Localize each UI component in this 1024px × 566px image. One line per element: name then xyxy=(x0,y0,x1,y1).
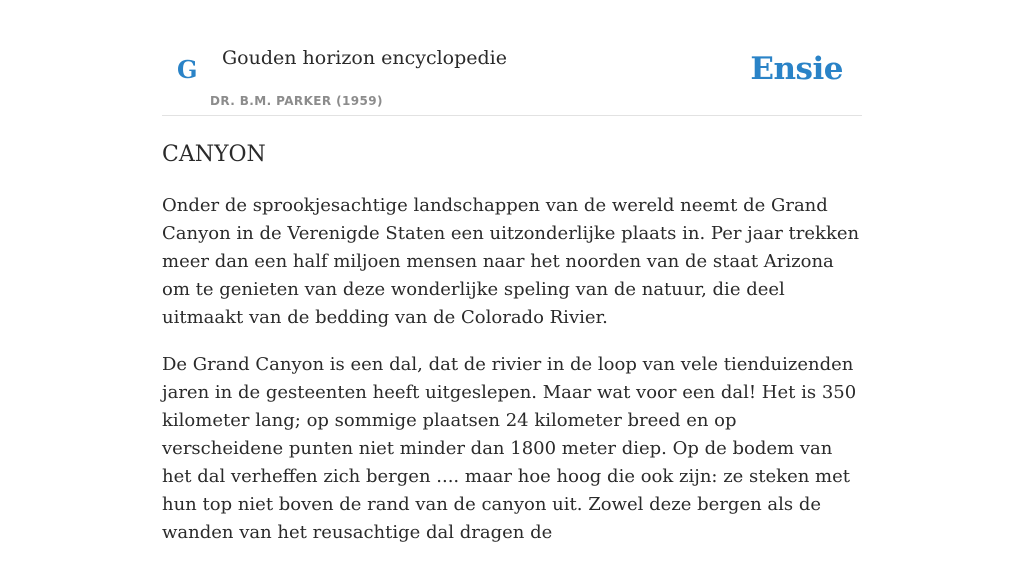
ensie-logo[interactable]: Ensie xyxy=(750,51,843,87)
article-paragraph: De Grand Canyon is een dal, dat de rivier in de loop van vele tienduizenden jaren in de gesteenten heeft uitgeslepen. Maar wat voor een dal! Het is 350 kilometer lang; op sommige plaatsen 24 kilometer breed en op verscheidene punten niet minder dan 1800 meter diep. Op de bodem van het dal verheffen zich bergen .... maar hoe hoog die ook zijn: ze steken met hun top niet boven de rand van de canyon uit. Zowel deze bergen als de wanden van het reusachtige dal dragen de xyxy=(162,354,857,543)
author-label: DR. B.M. PARKER (1959) xyxy=(210,94,383,108)
article-body xyxy=(162,192,862,566)
header xyxy=(162,0,862,116)
page xyxy=(162,0,862,543)
book-logo[interactable]: G xyxy=(177,55,198,84)
article-paragraph: Onder de sprookjesachtige landschappen van de wereld neemt de Grand Canyon in de Verenigde Staten een uitzonderlijke plaats in. Per jaar trekken meer dan een half miljoen mensen naar het noorden van de staat Arizona om te genieten van deze wonderlijke speling van de natuur, die deel uitmaakt van de bedding van de Colorado Rivier. xyxy=(162,195,860,328)
entry-title: CANYON xyxy=(162,142,266,167)
book-title[interactable]: Gouden horizon encyclopedie xyxy=(222,47,507,69)
